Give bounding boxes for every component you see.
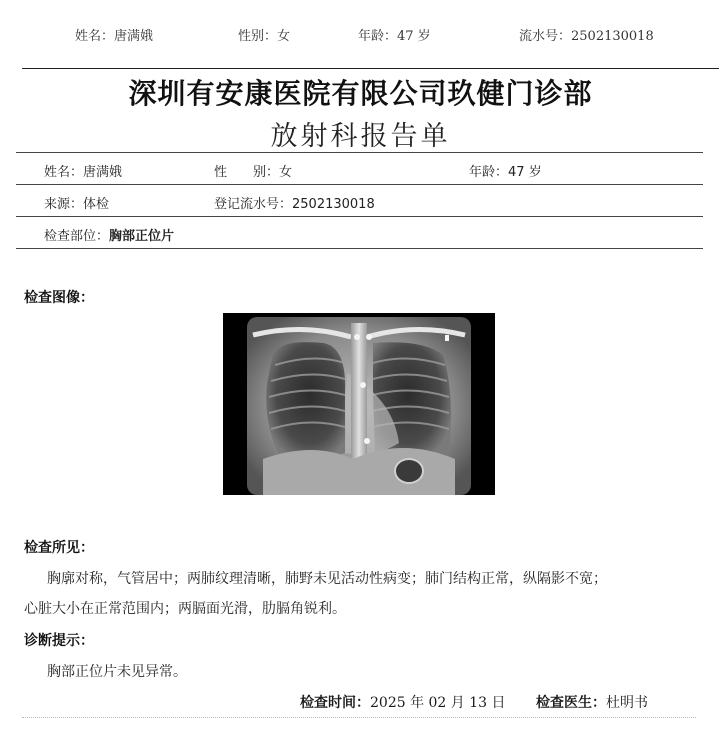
- footer-divider: [22, 717, 696, 718]
- exam-doctor: [536, 692, 648, 712]
- info-sex-value: 女: [279, 165, 293, 180]
- info-exam-part-label: 检查部位：: [44, 229, 110, 244]
- info-row-basic: [16, 153, 703, 185]
- diagnosis-label: 诊断提示：: [24, 633, 94, 649]
- info-row-exam-part: [16, 217, 703, 249]
- header-patient-sex: 性别：女: [238, 29, 291, 44]
- info-source-label: 来源：: [44, 197, 84, 212]
- info-registration: [214, 193, 375, 212]
- header-divider: [22, 68, 719, 69]
- findings-text-line-2: 心脏大小在正常范围内；两膈面光滑，肋膈角锐利。: [24, 601, 346, 617]
- exam-time-label: 检查时间：: [300, 695, 370, 711]
- info-registration-label: 登记流水号：: [214, 197, 293, 212]
- header-patient-name: 姓名：唐满娥: [75, 29, 154, 44]
- findings-label: 检查所见：: [24, 540, 94, 556]
- info-registration-value: 2502130018: [292, 197, 375, 212]
- info-sex-label: 性 别：: [214, 165, 280, 180]
- info-source-value: 体检: [83, 197, 110, 212]
- info-sex: [214, 161, 292, 180]
- info-row-source: [16, 185, 703, 217]
- chest-xray-image: [223, 313, 495, 495]
- info-exam-part: [44, 225, 174, 244]
- info-age-label: 年龄：: [469, 165, 509, 180]
- patient-info-table: [16, 152, 703, 249]
- info-source: [44, 193, 109, 212]
- info-exam-part-value: 胸部正位片: [109, 229, 175, 244]
- findings-text-line-1: 胸廓对称，气管居中；两肺纹理清晰，肺野未见活动性病变；肺门结构正常，纵隔影不宽；: [47, 571, 607, 587]
- header-patient-age: 年龄：47 岁: [358, 29, 431, 44]
- info-name-value: 唐满娥: [83, 165, 123, 180]
- xray-illustration: [223, 313, 495, 495]
- exam-doctor-value: 杜明书: [606, 695, 648, 711]
- exam-doctor-label: 检查医生：: [536, 695, 606, 711]
- header-serial-number: 流水号：2502130018: [519, 29, 654, 44]
- diagnosis-text: 胸部正位片未见异常。: [47, 664, 187, 680]
- report-title: 放射科报告单: [270, 121, 451, 152]
- exam-time: [300, 692, 506, 712]
- hospital-name: 深圳有安康医院有限公司玖健门诊部: [128, 77, 593, 110]
- exam-time-value: 2025 年 02 月 13 日: [370, 695, 506, 711]
- images-label: 检查图像：: [24, 290, 94, 306]
- info-age-value: 47 岁: [508, 165, 542, 180]
- info-age: [469, 161, 542, 180]
- info-name: [44, 161, 122, 180]
- info-name-label: 姓名：: [44, 165, 84, 180]
